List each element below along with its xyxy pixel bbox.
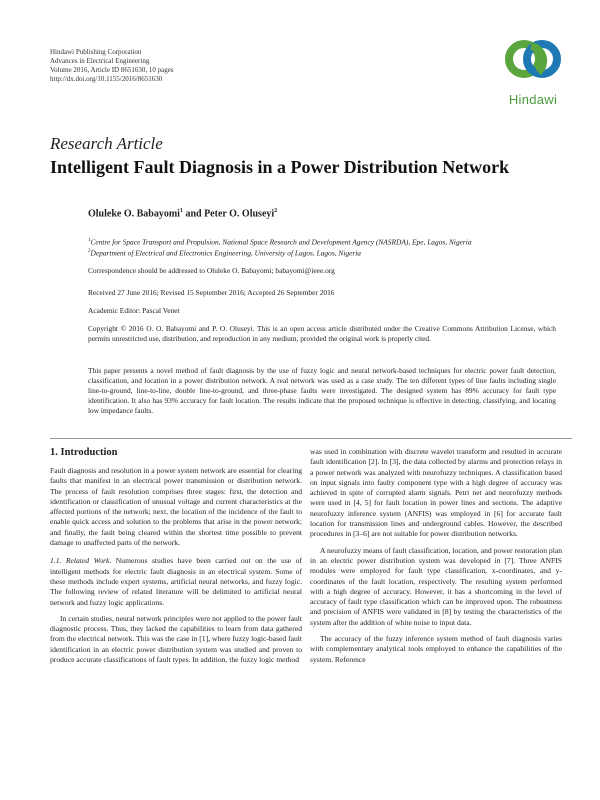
left-column	[50, 466, 302, 671]
affiliation: $^2$Department of Electrical and Electronics Engineering, University of Lagos, Lagos, Nigeria	[88, 248, 361, 258]
author-sup: 1	[179, 208, 183, 214]
hindawi-logo	[494, 32, 572, 108]
paragraph: Fault diagnosis and resolution in a power system network are essential for clearing faults that manifest in an electrical power transmission or distribution network. The process of fault resolution comprises three stages: first, the detection and identification or classification of unusual voltage and current characteristics at the affected portions of the network; next, the location of the incidence of the fault to enable quick access and solution to the problems that arise in the power network; and finally, the fault being cleared within the shortest time possible to prevent damage to unaffected parts of the network.	[50, 466, 302, 548]
hindawi-rings-icon	[494, 32, 572, 92]
doi-link[interactable]: http://dx.doi.org/10.1155/2016/8651630	[50, 75, 163, 83]
paper-title: Intelligent Fault Diagnosis in a Power Distribution Network	[50, 157, 510, 177]
paragraph: A neurofuzzy means of fault classification, location, and power restoration plan in an electric power distribution system was developed in [7]. Three ANFIS modules were employed for fault type classification, x-coordinates, and y-coordinates of the fault location, respectively. The resulting system performed with a high degree of accuracy. However, it has a shortcoming in the level of accuracy of fault type classification which can be improved upon. The robustness and precision of ANFIS were validated in [8] by testing the characteristics of the system after the addition of white noise to input data.	[310, 545, 562, 627]
section-divider	[50, 438, 572, 439]
received-dates: Received 27 June 2016; Revised 15 September 2016; Accepted 26 September 2016	[88, 288, 335, 297]
author-name: Oluleke O. Babayomi	[88, 208, 180, 220]
journal-header	[50, 48, 174, 84]
correspondence: Correspondence should be addressed to Oluleke O. Babayomi; babayomi@ieee.org	[88, 266, 335, 275]
affiliation: $^1$Centre for Space Transport and Propulsion, National Space Research and Development Agency (NASRDA), Epe, Lagos, Nigeria	[88, 237, 472, 247]
section-heading: 1. Introduction	[50, 447, 118, 458]
subsection-heading: 1.1. Related Work.	[50, 556, 112, 566]
author-sup: 2	[274, 208, 278, 214]
logo-text: Hindawi	[508, 92, 558, 107]
paragraph: The accuracy of the fuzzy inference system method of fault diagnosis varies with complementary analytical tools employed to enhance the capabilities of the system. Reference	[310, 634, 562, 664]
academic-editor: Academic Editor: Pascal Venet	[88, 306, 180, 315]
abstract: This paper presents a novel method of fault diagnosis by the use of fuzzy logic and neural network-based techniques for electric power fault detection, classification, and location in a power distribution network. A real network was used as a case study. The ten different types of line faults including single line-to-ground, line-to-line, double line-to-ground, and three-phase faults were investigated. The designed system has 89% accuracy for fault type identification. It also has 93% accuracy for fault location. The results indicate that the proposed technique is effective in detecting, classifying, and locating low impedance faults.	[88, 366, 556, 415]
paragraph: In certain studies, neural network principles were not applied to the power fault diagnostic process. Thus, they lacked the capabilities to learn from data gathered from the electrical network. This was the case in [1], where fuzzy logic-based fault identification in an electric power distribution system was studied and proven to produce accurate classifications of fault types. In addition, the fuzzy logic method	[50, 613, 302, 665]
paragraph: 1.1. Related Work. Numerous studies have been carried out on the use of intelligent methods for electric fault diagnosis in an electrical system. Some of these methods include expert systems, artificial neural networks, and fuzzy logic. The following review of related literature will be delimited to artificial neural network and fuzzy logic applications.	[50, 556, 303, 607]
paragraph: was used in combination with discrete wavelet transform and resulted in accurate fault identification [2]. In [3], the data collected by alarms and protection relays in a power network was analyzed with neurofuzzy techniques. A classification based on input signals into faulty component type with a high degree of accuracy was achieved in spite of corrupted alarm signals. Petri net and neurofuzzy methods were used in [4, 5] for fault location in power lines and sections. The adaptive neurofuzzy inference system (ANFIS) was employed in [6] for accurate fault location for transmission lines and underground cables. However, the described procedures in [3–6] are not suitable for power distribution networks.	[310, 447, 562, 539]
copyright-notice: Copyright © 2016 O. O. Babayomi and P. O. Oluseyi. This is an open access article distributed under the Creative Commons Attribution License, which permits unrestricted use, distribution, and reproduction in any medium, provided the original work is properly cited.	[88, 324, 556, 343]
volume-info: Volume 2016, Article ID 8651630, 10 pages	[50, 66, 174, 74]
author-name: Peter O. Oluseyi	[204, 208, 275, 220]
right-column	[310, 447, 562, 671]
author-and: and	[182, 208, 205, 220]
publisher: Hindawi Publishing Corporation	[50, 48, 142, 56]
article-type: Research Article	[50, 134, 163, 153]
affiliations	[88, 236, 556, 259]
journal-name: Advances in Electrical Engineering	[50, 57, 150, 65]
authors	[88, 208, 277, 219]
